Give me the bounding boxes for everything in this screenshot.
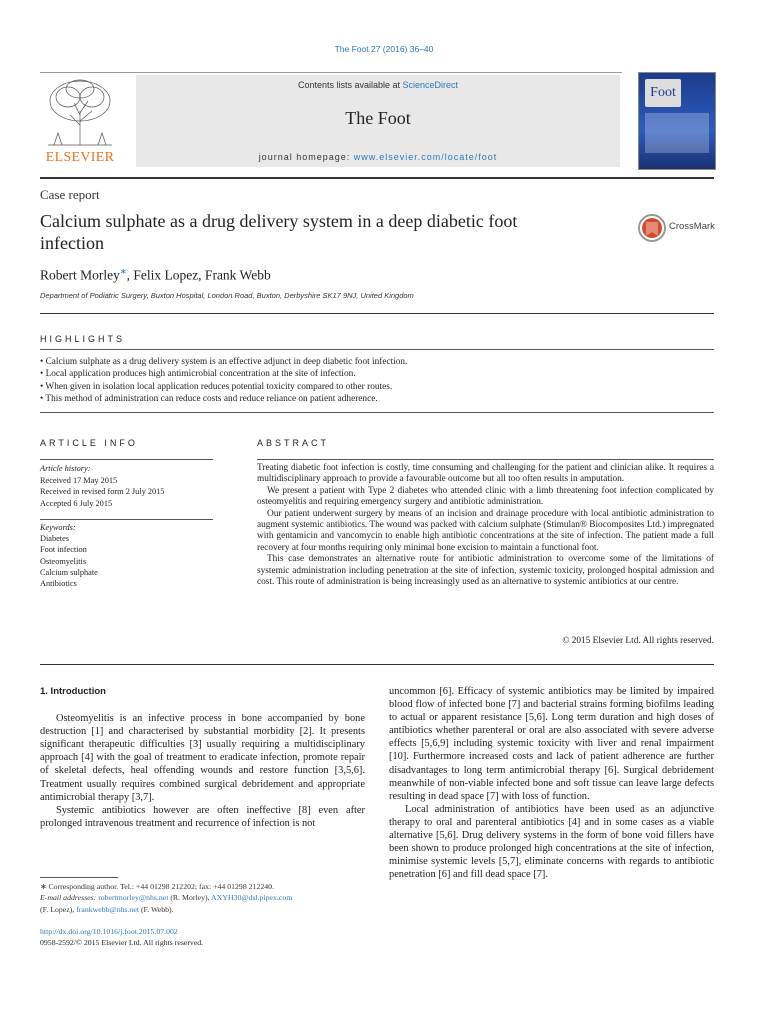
journal-homepage (136, 152, 620, 162)
keywords-label: Keywords: (40, 523, 76, 532)
contents-prefix: Contents lists available at (297, 80, 403, 90)
article-type: Case report (40, 187, 100, 202)
accepted-date: Accepted 6 July 2015 (40, 498, 113, 508)
homepage-prefix: journal homepage: (258, 152, 354, 162)
keyword: Osteomyelitis (40, 556, 87, 566)
sciencedirect-link[interactable]: ScienceDirect (402, 80, 459, 90)
divider (40, 519, 213, 520)
section-heading: 1. Introduction (40, 686, 106, 697)
body-column-right (389, 685, 714, 881)
author-names: , Felix Lopez, Frank Webb (126, 267, 271, 283)
body-paragraph: Local administration of antibiotics have been used as an adjunctive therapy to oral and parenteral antibiotics [4] and in some cases as a viable alternative [5,6]. Drug delivery systems in the form of bone void fillers have been shown to produce prolonged high concentrations at the site of infection, minimise systemic levels [5,7], eliminate concerns with regards to antibiotic penetration [6] and fill dead space [7]. (389, 803, 714, 881)
article-history (40, 463, 213, 509)
body-paragraph: Systemic antibiotics however are often ineffective [8] even after prolonged intravenous treatment and recurrence of infection is not (40, 804, 365, 829)
divider (40, 664, 714, 665)
author-name[interactable]: Robert Morley (40, 267, 120, 283)
email-link[interactable]: frankwebb@nhs.net (76, 904, 140, 914)
article-title: Calcium sulphate as a drug delivery system in a deep diabetic foot infection (40, 211, 518, 253)
email-link[interactable]: AXYH30@dsl.pipex.com (211, 893, 293, 903)
body-paragraph: uncommon [6]. Efficacy of systemic antibiotics may be limited by impaired blood flow of infected bone [7] and bacterial strains forming biofilms leading to actual or apparent resistance [5,6]. Long term duration and high doses of antibiotics whether parenteral or oral are also associated with severe adverse effects [5,6,9] including systemic toxicity with liver and renal impairment [10]. Furthermore increased costs and lack of patient adherence are further disadvantages to long term antimicrobial therapy [6]. Surgical debridement meanwhile of non-viable infected bone and soft tissue can leave large defects resulting in dead space [7] with loss of function. (389, 686, 714, 802)
abstract-text (257, 463, 714, 588)
journal-title: The Foot (345, 108, 411, 128)
highlights-list (40, 356, 714, 405)
cover-image-area (645, 113, 709, 153)
email-link[interactable]: robertmorley@nhs.net (98, 893, 169, 903)
received-date: Received 17 May 2015 (40, 475, 118, 485)
cover-title-panel (645, 79, 681, 107)
author-list (40, 267, 271, 284)
email-owner: (F. Lopez), (40, 904, 77, 914)
divider (257, 459, 714, 460)
email-label: E-mail addresses: (40, 893, 99, 903)
highlight-item: • This method of administration can reduce costs and reduce reliance on patient adherence. (40, 393, 714, 405)
highlight-item: • Local application produces high antimicrobial concentration at the site of infection. (40, 368, 714, 380)
abstract-paragraph: Our patient underwent surgery by means of an incision and drainage procedure with local antibiotic administration to augment systemic antibiotics. The wound was packed with calcium sulphate (Stimulan® Biocomposites Ltd.) impregnated with gentamicin and vancomycin to enable high antibiotic concentrations at the site of infection. The patient made a full recovery at four months requiring only minimal bone excision to maintain a functional foot. (257, 508, 714, 553)
doi-link[interactable]: http://dx.doi.org/10.1016/j.foot.2015.07.002 (40, 927, 178, 936)
cover-title: Foot (650, 85, 676, 100)
email-owner: (F. Webb). (139, 904, 174, 914)
keyword: Calcium sulphate (40, 567, 98, 577)
footnote-divider (40, 877, 118, 878)
corresponding-author-footnote (40, 881, 365, 915)
body-paragraph: Osteomyelitis is an infective process in bone accompanied by bone destruction [1] and characterised by substantial morbidity [2]. It presents significant therapeutic difficulties [3] usually requiring a multidisciplinary approach [4] with the goal of treatment to eradicate infection, promote repair of skeletal defects, heal offending wounds and restore function [3,5,6]. Treatment usually requires combined surgical debridement and appropriate antimicrobial therapy [3,7]. (40, 713, 365, 803)
abstract-heading: ABSTRACT (257, 438, 330, 448)
keyword: Diabetes (40, 534, 70, 544)
divider (40, 349, 714, 350)
abstract-paragraph: This case demonstrates an alternative route for antibiotic administration to overcome some of the limitations of systemic administration including penetration at the site of infection, systemic toxicity, prolonged hospital admission and cost. This route of administration is being increasingly used as an alternative to systemic antibiotics at our centre. (257, 554, 714, 588)
publisher-name: ELSEVIER (45, 150, 115, 165)
highlights-heading: HIGHLIGHTS (40, 334, 126, 344)
doi-block (40, 926, 365, 949)
homepage-link[interactable]: www.elsevier.com/locate/foot (353, 152, 498, 162)
corresponding-author-mark[interactable]: ∗ (119, 267, 127, 276)
article-info-heading: ARTICLE INFO (40, 438, 138, 448)
crossmark-badge[interactable] (637, 213, 717, 243)
crossmark-label: CrossMark (669, 221, 715, 232)
divider (40, 459, 213, 460)
divider (40, 313, 714, 314)
keyword: Foot infection (40, 545, 87, 555)
abstract-paragraph: Treating diabetic foot infection is costly, time consuming and challenging for the patient and clinician alike. It requires a multidisciplinary approach to provide a favourable outcome but all too often results in amputation. (257, 463, 714, 485)
highlight-item: • Calcium sulphate as a drug delivery system is an effective adjunct in deep diabetic foot infection. (40, 356, 714, 368)
divider (40, 72, 622, 73)
divider (40, 412, 714, 413)
email-owner: (R. Morley), (168, 893, 212, 903)
affiliation: Department of Podiatric Surgery, Buxton Hospital, London Road, Buxton, Derbyshire SK17 9NJ, United Kingdom (40, 291, 414, 300)
highlight-item: • When given in isolation local application reduces potential toxicity compared to other routes. (40, 381, 714, 393)
journal-reference[interactable]: The Foot 27 (2016) 36–40 (334, 44, 434, 54)
keywords (40, 522, 213, 589)
issn-copyright: 0958-2592/© 2015 Elsevier Ltd. All rights reserved. (40, 938, 204, 948)
footnote-contact: ∗ Corresponding author. Tel.: +44 01298 212202; fax: +44 01298 212240. (40, 882, 275, 891)
body-column-left (40, 685, 365, 830)
crossmark-icon (637, 213, 667, 243)
history-label: Article history: (40, 464, 91, 473)
contents-line (136, 80, 620, 90)
divider (40, 177, 714, 179)
keyword: Antibiotics (40, 579, 77, 589)
revised-date: Received in revised form 2 July 2015 (40, 487, 165, 496)
abstract-copyright: © 2015 Elsevier Ltd. All rights reserved. (562, 636, 714, 646)
journal-cover-image[interactable] (638, 72, 716, 170)
abstract-paragraph: We present a patient with Type 2 diabetes who attended clinic with a limb threatening foot infection complicated by osteomyelitis and requiring emergency surgery and antibiotic administration. (257, 485, 714, 508)
